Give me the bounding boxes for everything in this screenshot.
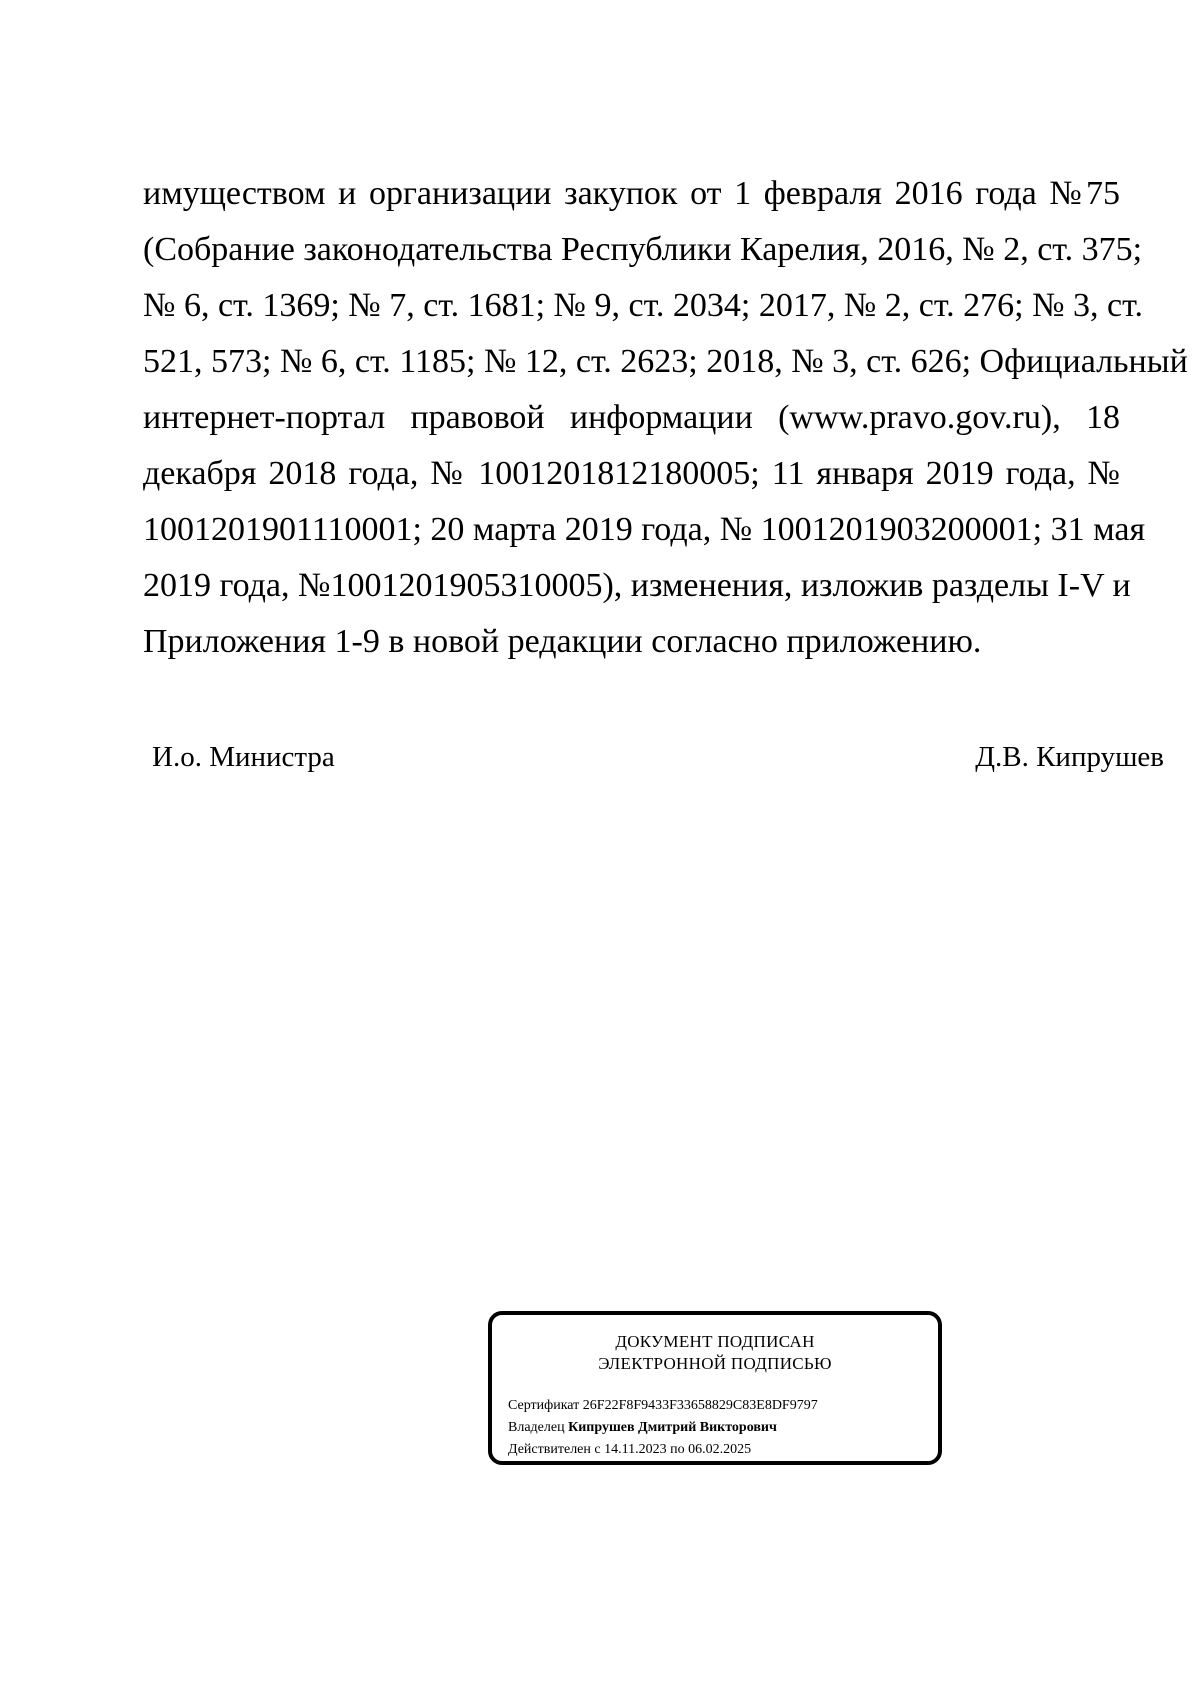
certificate-label: Сертификат (508, 1398, 580, 1413)
owner-value: Кипрушев Дмитрий Викторович (568, 1420, 777, 1435)
body-line: (Собрание законодательства Республики Карелия, 2016, № 2, ст. 375; (143, 231, 1143, 268)
valid-label: Действителен с (508, 1442, 601, 1457)
validity-row (508, 1439, 818, 1461)
owner-row (508, 1417, 818, 1439)
body-line: 521, 573; № 6, ст. 1185; № 12, ст. 2623; 2018, № 3, ст. 626; Официальный (143, 343, 1188, 380)
body-line: декабря 2018 года, № 1001201812180005; 11 января 2019 года, № (143, 455, 1120, 492)
body-line: интернет-портал правовой информации (www.pravo.gov.ru), 18 (143, 399, 1120, 436)
owner-label: Владелец (508, 1420, 565, 1435)
valid-from: 14.11.2023 (604, 1442, 667, 1457)
body-paragraph (143, 166, 1188, 670)
body-line: имуществом и организации закупок от 1 февраля 2016 года №75 (143, 175, 1120, 212)
stamp-heading-line: ЭЛЕКТРОННОЙ ПОДПИСЬЮ (598, 1354, 832, 1373)
electronic-signature-stamp (488, 1311, 942, 1465)
valid-to-label: по (670, 1442, 685, 1457)
stamp-heading (492, 1331, 938, 1375)
stamp-details (508, 1395, 818, 1461)
body-line: 1001201901110001; 20 марта 2019 года, № 1001201903200001; 31 мая (143, 511, 1146, 548)
certificate-row (508, 1395, 818, 1417)
certificate-value: 26F22F8F9433F33658829C83E8DF9797 (582, 1398, 818, 1413)
stamp-heading-line: ДОКУМЕНТ ПОДПИСАН (615, 1332, 815, 1351)
body-line: № 6, ст. 1369; № 7, ст. 1681; № 9, ст. 2034; 2017, № 2, ст. 276; № 3, ст. (143, 287, 1143, 324)
signer-position: И.о. Министра (152, 741, 335, 773)
body-line: 2019 года, №1001201905310005), изменения, изложив разделы I-V и (143, 567, 1131, 604)
signer-name: Д.В. Кипрушев (975, 741, 1164, 773)
body-line: Приложения 1-9 в новой редакции согласно приложению. (143, 623, 982, 660)
valid-to: 06.02.2025 (688, 1442, 752, 1457)
